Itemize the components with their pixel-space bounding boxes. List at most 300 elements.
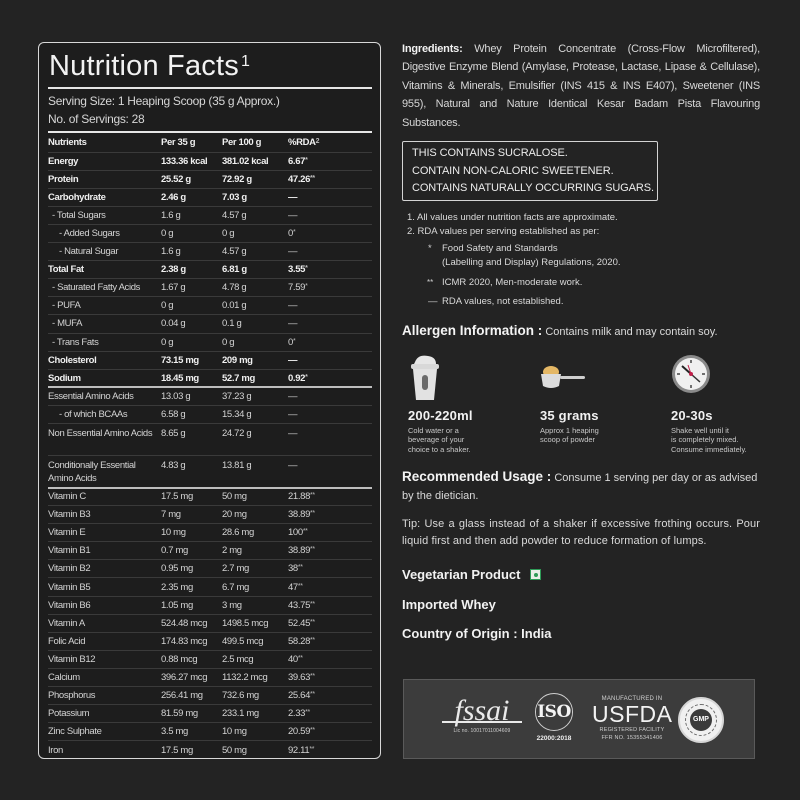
nutrient-name: - PUFA bbox=[48, 297, 161, 315]
per-35g-value: 6.58 g bbox=[161, 405, 222, 423]
rda-number: 0 bbox=[288, 336, 293, 348]
nutrient-name: - Added Sugars bbox=[48, 224, 161, 242]
line: beverage of your bbox=[408, 435, 465, 445]
per-100g-value: 2.7 mg bbox=[222, 560, 288, 578]
rda-footnote-mark: ** bbox=[297, 654, 303, 662]
rda-number: — bbox=[288, 354, 298, 366]
rda-value bbox=[288, 170, 372, 188]
rda-value bbox=[288, 297, 372, 315]
nutrition-facts-title bbox=[49, 47, 372, 85]
veg-symbol-icon bbox=[530, 569, 541, 580]
nutrient-name: Iron bbox=[48, 744, 63, 756]
table-row bbox=[48, 524, 372, 542]
rda-footnote-mark: ** bbox=[310, 492, 315, 500]
step-title: 35 grams bbox=[540, 407, 599, 423]
product-info-column bbox=[402, 40, 760, 655]
table-row bbox=[48, 170, 372, 188]
per-100g-value: 50 mg bbox=[222, 744, 247, 756]
rda-number: — bbox=[288, 391, 298, 403]
fssai-license: Lic no. 10017011004609 bbox=[453, 727, 511, 734]
asterisk-symbol: * bbox=[428, 242, 432, 254]
rda-value bbox=[288, 650, 372, 668]
allergen-label: Allergen Information : bbox=[402, 322, 543, 338]
country-of-origin: Country of Origin : India bbox=[402, 626, 552, 642]
rda-footnote-mark: ** bbox=[310, 636, 315, 644]
per-100g-value: 37.23 g bbox=[222, 387, 288, 405]
fssai-logo: fssai bbox=[442, 695, 522, 723]
table-row bbox=[48, 650, 372, 668]
per-35g-value: 133.36 kcal bbox=[161, 152, 222, 170]
rda-value bbox=[288, 261, 372, 279]
iso-badge bbox=[528, 680, 580, 760]
nutrient-name: Calcium bbox=[48, 668, 161, 686]
nutrient-name: Cholesterol bbox=[48, 351, 161, 369]
per-35g-value: 0 g bbox=[161, 333, 222, 351]
footnote-icmr bbox=[402, 276, 760, 291]
per-100g-value: 0.01 g bbox=[222, 297, 288, 315]
rda-footnote-mark: * bbox=[292, 229, 296, 237]
rda-number: 47 bbox=[288, 581, 298, 593]
usfda-registered: REGISTERED FACILITY bbox=[599, 727, 665, 733]
step-description bbox=[408, 426, 528, 455]
rda-value bbox=[288, 596, 372, 614]
nutrient-name: Vitamin E bbox=[48, 524, 161, 542]
rda-number: 6.67 bbox=[288, 155, 306, 167]
table-row bbox=[48, 188, 372, 206]
per-35g-value: 1.67 g bbox=[161, 279, 222, 297]
nutrient-name: - Natural Sugar bbox=[48, 243, 161, 261]
line: (Labelling and Display) Regulations, 2020. bbox=[442, 257, 621, 269]
per-100g-value: 10 mg bbox=[222, 723, 288, 741]
per-35g-value: 73.15 mg bbox=[161, 351, 222, 369]
per-35g-value: 0.95 mg bbox=[161, 560, 222, 578]
table-row bbox=[48, 261, 372, 279]
rda-footnote-mark: ** bbox=[310, 691, 315, 699]
footnote-fssai-text bbox=[442, 242, 621, 271]
nutrient-name: - MUFA bbox=[48, 315, 161, 333]
clock-icon bbox=[671, 354, 791, 402]
table-row bbox=[48, 315, 372, 333]
footnote-fssai bbox=[402, 242, 760, 271]
allergen-text: Contains milk and may contain soy. bbox=[542, 325, 718, 338]
allergen-information bbox=[402, 323, 760, 338]
header-per35: Per 35 g bbox=[161, 134, 222, 152]
rda-number: 58.28 bbox=[288, 635, 311, 647]
footnotes bbox=[402, 211, 760, 310]
fssai-badge bbox=[442, 680, 522, 760]
rda-value bbox=[288, 542, 372, 560]
rda-value bbox=[288, 333, 372, 351]
table-row bbox=[48, 596, 372, 614]
rda-value bbox=[288, 424, 372, 456]
table-row bbox=[48, 369, 372, 387]
step-water bbox=[408, 354, 528, 455]
nutrient-name: Potassium bbox=[48, 705, 161, 723]
footnote-2: 2. RDA values per serving established as per: bbox=[407, 226, 600, 238]
rda-value bbox=[288, 488, 372, 506]
serving-size: Serving Size: 1 Heaping Scoop (35 g Approx.) bbox=[48, 94, 280, 108]
per-100g-value: 1498.5 mcg bbox=[222, 614, 288, 632]
scoop-icon bbox=[540, 354, 660, 402]
nutrient-name: Total Fat bbox=[48, 261, 161, 279]
nutrient-name: Vitamin B1 bbox=[48, 542, 161, 560]
per-100g-value: 4.57 g bbox=[222, 243, 288, 261]
per-35g-value: 18.45 mg bbox=[161, 369, 222, 387]
step-shake bbox=[671, 354, 791, 455]
per-35g-value: 174.83 mcg bbox=[161, 632, 222, 650]
usfda-manufactured: MANUFACTURED IN bbox=[601, 696, 663, 702]
per-35g-value: 2.35 mg bbox=[161, 578, 222, 596]
table-row bbox=[48, 614, 372, 632]
table-row bbox=[48, 741, 372, 759]
rda-number: 2.33 bbox=[288, 708, 306, 720]
per-35g-value: 13.03 g bbox=[161, 387, 222, 405]
table-row bbox=[48, 279, 372, 297]
per-35g-value: 25.52 g bbox=[161, 170, 222, 188]
per-35g-value: 1.05 mg bbox=[161, 596, 222, 614]
rda-value bbox=[288, 614, 372, 632]
table-row bbox=[48, 456, 372, 488]
rda-number: 3.55 bbox=[288, 264, 306, 276]
per-35g-value: 0.88 mcg bbox=[161, 650, 222, 668]
rda-number: — bbox=[288, 246, 298, 258]
rda-value bbox=[288, 578, 372, 596]
per-100g-value: 381.02 kcal bbox=[222, 152, 288, 170]
rda-number: 92.11 bbox=[288, 744, 310, 756]
nutrition-facts-panel bbox=[38, 42, 381, 759]
rda-number: 38.89 bbox=[288, 509, 311, 521]
table-row bbox=[48, 224, 372, 242]
rda-value bbox=[288, 741, 372, 759]
nutrient-name: Vitamin B12 bbox=[48, 650, 161, 668]
rda-value bbox=[288, 279, 372, 297]
nutrient-name: - Total Sugars bbox=[48, 206, 161, 224]
shaker-icon bbox=[408, 354, 528, 402]
rda-footnote-mark: ** bbox=[310, 510, 315, 518]
rda-value bbox=[288, 456, 372, 488]
step-description bbox=[671, 426, 791, 455]
imported-whey: Imported Whey bbox=[402, 596, 496, 612]
nutrient-name: Protein bbox=[48, 170, 161, 188]
table-row bbox=[48, 687, 372, 705]
line: choice to a shaker. bbox=[408, 444, 471, 454]
per-35g-value: 396.27 mcg bbox=[161, 668, 222, 686]
rda-number: — bbox=[288, 209, 298, 221]
table-row bbox=[48, 351, 372, 369]
gmp-badge bbox=[678, 680, 728, 760]
nutrient-name: Vitamin B6 bbox=[48, 596, 161, 614]
per-100g-value: 0 g bbox=[222, 333, 288, 351]
warning-line: CONTAIN NON-CALORIC SWEETENER. bbox=[412, 164, 614, 177]
per-100g-value: 7.03 g bbox=[222, 188, 288, 206]
gmp-logo: GMP bbox=[690, 709, 712, 731]
line: Approx 1 heaping bbox=[540, 425, 599, 435]
rda-number: 47.26 bbox=[288, 173, 311, 185]
rda-footnote-mark: ** bbox=[297, 564, 303, 572]
nutrient-name: Vitamin B3 bbox=[48, 506, 161, 524]
nutrient-name: Folic Acid bbox=[48, 632, 161, 650]
rda-number: 39.63 bbox=[288, 671, 311, 683]
rda-footnote-mark: ** bbox=[310, 672, 315, 680]
nutrient-name: - of which BCAAs bbox=[48, 405, 161, 423]
rda-number: — bbox=[288, 428, 298, 439]
nutrient-name: Conditionally Essential Amino Acids bbox=[48, 456, 161, 488]
step-title: 20-30s bbox=[671, 407, 713, 423]
rda-number: 43.75 bbox=[288, 599, 311, 611]
rda-number: 0 bbox=[288, 228, 293, 240]
warning-line: THIS CONTAINS SUCRALOSE. bbox=[412, 147, 568, 160]
per-35g-value: 1.6 g bbox=[161, 206, 222, 224]
table-row bbox=[48, 405, 372, 423]
rda-value bbox=[288, 632, 372, 650]
table-header-row bbox=[48, 134, 372, 152]
per-35g-value: 4.83 g bbox=[161, 456, 222, 488]
per-100g-value: 0 g bbox=[222, 224, 288, 242]
table-row bbox=[48, 424, 372, 456]
per-100g-value: 72.92 g bbox=[222, 170, 288, 188]
rda-value bbox=[288, 668, 372, 686]
footnote-1: 1. All values under nutrition facts are approximate. bbox=[407, 211, 618, 223]
step-description bbox=[540, 426, 660, 445]
rda-number: 52.45 bbox=[288, 617, 311, 629]
per-100g-value: 0.1 g bbox=[222, 315, 288, 333]
per-35g-value: 0 g bbox=[161, 297, 222, 315]
per-100g-value: 24.72 g bbox=[222, 424, 288, 456]
rda-footnote-mark: ** bbox=[310, 174, 315, 182]
dash-symbol: — bbox=[428, 296, 438, 308]
vegetarian-label: Vegetarian Product bbox=[402, 567, 521, 583]
table-row bbox=[48, 488, 372, 506]
per-100g-value: 28.6 mg bbox=[222, 524, 288, 542]
per-35g-value: 256.41 mg bbox=[161, 687, 222, 705]
nutrition-table bbox=[48, 134, 372, 759]
rda-value bbox=[288, 506, 372, 524]
rda-number: 40 bbox=[288, 653, 298, 665]
gmp-seal-icon bbox=[678, 697, 724, 743]
table-row bbox=[48, 243, 372, 261]
rda-value bbox=[288, 405, 372, 423]
per-100g-value: 2 mg bbox=[222, 542, 288, 560]
per-35g-value: 0.04 g bbox=[161, 315, 222, 333]
per-35g-value: 1.6 g bbox=[161, 243, 222, 261]
ingredients bbox=[402, 40, 760, 132]
per-100g-value: 233.1 mg bbox=[222, 705, 288, 723]
recommended-usage bbox=[402, 468, 760, 505]
rda-footnote-mark: * bbox=[292, 337, 296, 345]
rda-value bbox=[288, 351, 372, 369]
per-100g-value: 2.5 mcg bbox=[222, 650, 288, 668]
nutrient-name: Zinc Sulphate bbox=[48, 723, 161, 741]
nutrient-name: Sodium bbox=[48, 369, 161, 387]
nutrient-name: Non Essential Amino Acids bbox=[48, 424, 161, 456]
per-35g-value: 0.7 mg bbox=[161, 542, 222, 560]
per-100g-value: 1132.2 mcg bbox=[222, 668, 288, 686]
preparation-steps bbox=[402, 354, 760, 462]
rda-number: — bbox=[288, 408, 298, 420]
iso-standard: 22000:2018 bbox=[536, 735, 572, 742]
nutrient-name: Vitamin A bbox=[48, 614, 161, 632]
rda-value bbox=[288, 524, 372, 542]
table-row bbox=[48, 578, 372, 596]
table-row bbox=[48, 632, 372, 650]
per-100g-value: 15.34 g bbox=[222, 405, 288, 423]
rda-number: — bbox=[288, 460, 298, 471]
rda-footnote-mark: ** bbox=[302, 528, 308, 536]
rda-footnote: 2 bbox=[315, 138, 320, 146]
rda-value bbox=[288, 315, 372, 333]
rda-number: 38 bbox=[288, 563, 298, 575]
per-35g-value: 2.38 g bbox=[161, 261, 222, 279]
usage-text: Consume 1 serving per day or as advised by the dietician. bbox=[402, 471, 758, 502]
per-100g-value: 6.7 mg bbox=[222, 578, 288, 596]
table-row bbox=[48, 560, 372, 578]
rda-number: 100 bbox=[288, 527, 303, 539]
product-facts bbox=[402, 566, 760, 655]
rda-footnote-mark: ** bbox=[310, 727, 315, 735]
line: is completely mixed. bbox=[671, 435, 739, 445]
iso-globe-icon bbox=[535, 693, 573, 731]
rda-value bbox=[288, 224, 372, 242]
nutrient-name: Energy bbox=[48, 152, 161, 170]
rda-value bbox=[288, 723, 372, 741]
step-powder bbox=[540, 354, 660, 445]
per-100g-value: 3 mg bbox=[222, 596, 288, 614]
rda-number: — bbox=[288, 318, 298, 330]
per-100g-value: 13.81 g bbox=[222, 456, 288, 488]
per-35g-value: 17.5 mg bbox=[161, 744, 193, 756]
rda-footnote-mark: ** bbox=[305, 709, 310, 717]
nutrient-name: Vitamin B5 bbox=[48, 578, 161, 596]
nutrition-table-body bbox=[48, 152, 372, 759]
ingredients-label: Ingredients: bbox=[402, 43, 463, 55]
rda-number: 25.64 bbox=[288, 690, 311, 702]
rda-value bbox=[288, 152, 372, 170]
rda-number: 21.88 bbox=[288, 491, 311, 503]
per-100g-value: 52.7 mg bbox=[222, 369, 288, 387]
rda-footnote-mark: * bbox=[305, 373, 308, 381]
rda-footnote-mark: ** bbox=[310, 600, 315, 608]
table-row bbox=[48, 542, 372, 560]
per-35g-value: 2.46 g bbox=[161, 188, 222, 206]
table-row bbox=[48, 333, 372, 351]
nutrient-name: Carbohydrate bbox=[48, 188, 161, 206]
table-row bbox=[48, 206, 372, 224]
usfda-ffr: FFR NO. 15355341406 bbox=[601, 735, 663, 741]
rda-label: %RDA bbox=[288, 137, 316, 149]
per-35g-value: 7 mg bbox=[161, 506, 222, 524]
rda-footnote-mark: * bbox=[305, 265, 308, 273]
per-35g-value: 17.5 mg bbox=[161, 488, 222, 506]
line: Consume immediately. bbox=[671, 444, 747, 454]
per-100g-value: 4.78 g bbox=[222, 279, 288, 297]
usage-label: Recommended Usage : bbox=[402, 468, 552, 484]
per-35g-value: 524.48 mcg bbox=[161, 614, 222, 632]
sweetener-warning-box bbox=[402, 141, 658, 201]
line: scoop of powder bbox=[540, 435, 596, 445]
per-100g-value: 209 mg bbox=[222, 351, 288, 369]
warning-line: CONTAINS NATURALLY OCCURRING SUGARS. bbox=[412, 182, 654, 195]
rda-footnote-mark: ** bbox=[297, 582, 303, 590]
rda-footnote-mark: * bbox=[305, 156, 308, 164]
per-35g-value: 10 mg bbox=[161, 524, 222, 542]
line: Cold water or a bbox=[408, 425, 459, 435]
nutrient-name: - Trans Fats bbox=[48, 333, 161, 351]
per-100g-value: 20 mg bbox=[222, 506, 288, 524]
rda-value bbox=[288, 206, 372, 224]
table-row bbox=[48, 297, 372, 315]
table-row bbox=[48, 506, 372, 524]
per-100g-value: 4.57 g bbox=[222, 206, 288, 224]
footnote-dash-text: RDA values, not established. bbox=[442, 296, 564, 308]
divider bbox=[48, 131, 372, 133]
nutrient-name: - Saturated Fatty Acids bbox=[48, 279, 161, 297]
divider bbox=[48, 87, 372, 89]
rda-footnote-mark: * bbox=[305, 283, 308, 291]
table-row bbox=[48, 387, 372, 405]
nutrient-name: Vitamin C bbox=[48, 488, 161, 506]
usfda-logo: USFDA bbox=[592, 701, 673, 727]
footnote-icmr-text: ICMR 2020, Men-moderate work. bbox=[442, 276, 583, 288]
rda-value bbox=[288, 369, 372, 387]
per-35g-value: 3.5 mg bbox=[161, 723, 222, 741]
header-per100: Per 100 g bbox=[222, 134, 288, 152]
rda-value bbox=[288, 687, 372, 705]
iso-logo: ISO bbox=[535, 703, 573, 721]
certifications-banner bbox=[403, 679, 755, 759]
rda-value bbox=[288, 243, 372, 261]
footnote-dash bbox=[402, 295, 760, 310]
rda-footnote-mark: ** bbox=[310, 618, 315, 626]
rda-value bbox=[288, 188, 372, 206]
rda-number: 38.89 bbox=[288, 545, 311, 557]
table-row bbox=[48, 705, 372, 723]
rda-value bbox=[288, 560, 372, 578]
table-row bbox=[48, 723, 372, 741]
double-asterisk-symbol: ** bbox=[427, 277, 434, 287]
title-text: Nutrition Facts bbox=[49, 50, 239, 82]
nutrient-name: Vitamin B2 bbox=[48, 560, 161, 578]
nutrient-name: Phosphorus bbox=[48, 687, 161, 705]
table-row bbox=[48, 668, 372, 686]
rda-number: 20.59 bbox=[288, 726, 311, 738]
per-35g-value: 81.59 mg bbox=[161, 705, 222, 723]
header-nutrients: Nutrients bbox=[48, 134, 161, 152]
line: Food Safety and Standards bbox=[442, 242, 558, 254]
rda-number: — bbox=[288, 191, 298, 203]
per-35g-value: 8.65 g bbox=[161, 424, 222, 456]
line: Shake well until it bbox=[671, 425, 729, 435]
servings-count: No. of Servings: 28 bbox=[48, 112, 145, 126]
usfda-badge bbox=[592, 680, 672, 760]
per-100g-value: 732.6 mg bbox=[222, 687, 288, 705]
vegetarian-product bbox=[402, 566, 760, 596]
rda-value bbox=[288, 387, 372, 405]
per-100g-value: 50 mg bbox=[222, 488, 288, 506]
table-row bbox=[48, 152, 372, 170]
header-rda bbox=[288, 134, 372, 152]
step-title: 200-220ml bbox=[408, 407, 473, 423]
title-footnote: 1 bbox=[240, 53, 251, 70]
rda-number: 7.59 bbox=[288, 282, 306, 294]
nutrient-name: Essential Amino Acids bbox=[48, 387, 161, 405]
usage-tip: Tip: Use a glass instead of a shaker if excessive frothing occurs. Pour liquid first and then add powder to reduce formation of lumps. bbox=[402, 517, 760, 548]
per-35g-value: 0 g bbox=[161, 224, 222, 242]
rda-value bbox=[288, 705, 372, 723]
rda-footnote-mark: ** bbox=[309, 745, 315, 753]
per-100g-value: 6.81 g bbox=[222, 261, 288, 279]
ingredients-text: Whey Protein Concentrate (Cross-Flow Microfiltered), Digestive Enzyme Blend (Amylase, Protease, Lactase, Lipase & Cellulase), Vitamins & Minerals, Emulsifier (INS 415 & INS E407), Sweetener (INS 955), Natural and Nature Identical Kesar Badam Pista Flavouring Substances. bbox=[402, 43, 761, 129]
rda-footnote-mark: ** bbox=[310, 546, 315, 554]
